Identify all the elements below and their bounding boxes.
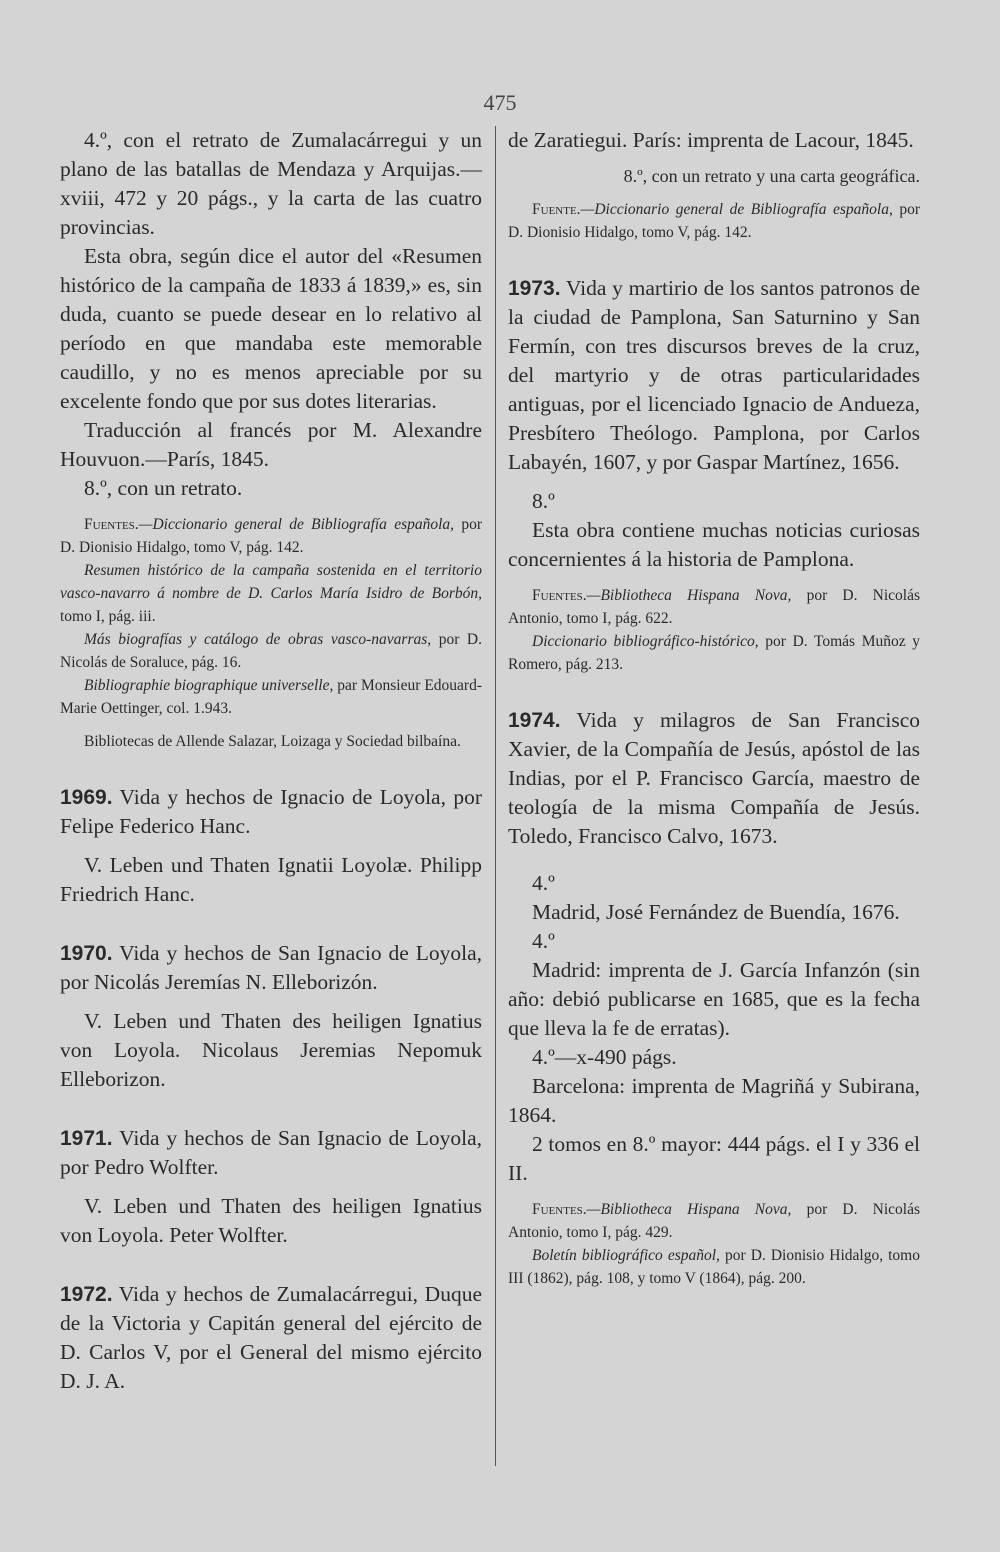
source-title: —Diccionario general de Bibliografía española, (138, 516, 455, 533)
source-title: —Bibliotheca Hispana Nova, (586, 587, 792, 604)
format-line: 4.º (532, 871, 555, 895)
entry-number: 1970. (60, 942, 113, 965)
source-detail: por D. Dionisio Hidalgo, tomo V, pág. 142. (60, 516, 482, 556)
entry-number: 1974. (508, 709, 561, 732)
entry-number: 1969. (60, 786, 113, 809)
source-detail: por D. Nicolás Antonio, tomo I, pág. 622. (508, 587, 920, 627)
entry-number: 1971. (60, 1127, 113, 1150)
source-title: Boletín bibliográfico español, (532, 1247, 720, 1264)
edition-line: Barcelona: imprenta de Magriñá y Subirana, 1864. (508, 1074, 920, 1127)
format-line: 4.º—x-490 págs. (532, 1045, 677, 1069)
entry-number: 1973. (508, 277, 561, 300)
entry-title: Vida y hechos de San Ignacio de Loyola, por Nicolás Jeremías N. Elleborizón. (60, 941, 482, 994)
paragraph: Esta obra contiene muchas noticias curiosas concernientes á la historia de Pamplona. (508, 518, 920, 571)
paragraph: 8.º, con un retrato. (84, 476, 243, 500)
source-detail: por D. Nicolás Antonio, tomo I, pág. 429. (508, 1201, 920, 1241)
format-line: 8.º, con un retrato y una carta geográfica. (623, 166, 920, 186)
format-line: 8.º (532, 489, 555, 513)
sources-block (508, 198, 920, 244)
entry-translation: V. Leben und Thaten des heiligen Ignatius von Loyola. Peter Wolfter. (60, 1194, 482, 1247)
entry-1973 (508, 274, 920, 477)
column-divider (495, 126, 496, 1466)
edition-line: 2 tomos en 8.º mayor: 444 págs. el I y 336 el II. (508, 1132, 920, 1185)
source-entry (508, 1244, 920, 1290)
entry-translation: V. Leben und Thaten des heiligen Ignatius von Loyola. Nicolaus Jeremias Nepomuk Elleborizon. (60, 1009, 482, 1091)
source-title: Diccionario bibliográfico-histórico, (532, 633, 759, 650)
sources-label: Fuentes. (532, 587, 587, 604)
sources-label: Fuentes. (532, 1201, 587, 1218)
source-title: Resumen histórico de la campaña sostenida en el territorio vasco-navarro á nombre de D. Carlos María Isidro de Borbón, (60, 562, 482, 602)
source-detail: por D. Tomás Muñoz y Romero, pág. 213. (508, 633, 921, 673)
entry-translation: V. Leben und Thaten Ignatii Loyolæ. Philipp Friedrich Hanc. (60, 853, 482, 906)
sources-label: Fuente. (532, 201, 581, 218)
right-column (508, 126, 920, 1290)
entry-1969 (60, 783, 482, 841)
paragraph: de Zaratiegui. París: imprenta de Lacour, 1845. (508, 128, 914, 152)
source-entry (508, 630, 920, 676)
entry-1970 (60, 939, 482, 997)
source-detail: por D. Dionisio Hidalgo, tomo III (1862), pág. 108, y tomo V (1864), pág. 200. (508, 1247, 920, 1287)
edition-line: Madrid: imprenta de J. García Infanzón (sin año: debió publicarse en 1685, que es la fecha que lleva la fe de erratas). (508, 958, 920, 1040)
source-title: —Diccionario general de Bibliografía española, (580, 201, 893, 218)
format-line: 4.º (532, 929, 555, 953)
paragraph: Esta obra, según dice el autor del «Resumen histórico de la campaña de 1833 á 1839,» es, sin duda, cuanto se puede desear en lo relativo al período en que mandaba este memorable caudillo, y no es menos apreciable por su excelente fondo que por sus dotes literarias. (60, 244, 482, 413)
source-title: —Bibliotheca Hispana Nova, (586, 1201, 792, 1218)
source-detail: tomo I, pág. iii. (60, 608, 156, 625)
entry-1972 (60, 1280, 482, 1396)
source-detail: par Monsieur Edouard-Marie Oettinger, col. 1.943. (60, 677, 482, 717)
entry-title: Vida y hechos de San Ignacio de Loyola, por Pedro Wolfter. (60, 1126, 482, 1179)
source-entry (60, 628, 482, 674)
edition-line: Madrid, José Fernández de Buendía, 1676. (532, 900, 900, 924)
source-detail: por D. Nicolás de Soraluce, pág. 16. (60, 631, 483, 671)
source-entry (60, 674, 482, 720)
paragraph: 4.º, con el retrato de Zumalacárregui y un plano de las batallas de Mendaza y Arquijas.—xviii, 472 y 20 págs., y la carta de las cuatro provincias. (60, 128, 482, 239)
left-column (60, 126, 482, 1396)
sources-block (508, 1198, 920, 1244)
entry-1971 (60, 1124, 482, 1182)
source-entry (60, 559, 482, 628)
entry-title: Vida y hechos de Ignacio de Loyola, por Felipe Federico Hanc. (60, 785, 482, 838)
page-number: 475 (483, 90, 517, 115)
entry-1974 (508, 706, 920, 851)
entry-number: 1972. (60, 1283, 113, 1306)
source-detail: por D. Dionisio Hidalgo, tomo V, pág. 142. (508, 201, 920, 241)
entry-title: Vida y martirio de los santos patronos de la ciudad de Pamplona, San Saturnino y San Fermín, con tres discursos breves de la cruz, del martyrio y de otras particularidades antiguas, por el licenciado Ignacio de Andueza, Presbítero Theólogo. Pamplona, por Carlos Labayén, 1607, y por Gaspar Martínez, 1656. (508, 276, 920, 474)
libraries-note: Bibliotecas de Allende Salazar, Loizaga y Sociedad bilbaína. (84, 733, 461, 750)
source-title: Más biografías y catálogo de obras vasco-navarras, (84, 631, 432, 648)
sources-block (508, 584, 920, 630)
entry-title: Vida y hechos de Zumalacárregui, Duque de la Victoria y Capitán general del ejército de D. Carlos V, por el General del mismo ejército D. J. A. (60, 1282, 482, 1393)
paragraph: Traducción al francés por M. Alexandre Houvuon.—París, 1845. (60, 418, 482, 471)
sources-label: Fuentes. (84, 516, 139, 533)
sources-block (60, 513, 482, 559)
entry-title: Vida y milagros de San Francisco Xavier, de la Compañía de Jesús, apóstol de las Indias, por el P. Francisco García, maestro de teología de la misma Compañía de Jesús. Toledo, Francisco Calvo, 1673. (508, 708, 920, 848)
source-title: Bibliographie biographique universelle, (84, 677, 334, 694)
